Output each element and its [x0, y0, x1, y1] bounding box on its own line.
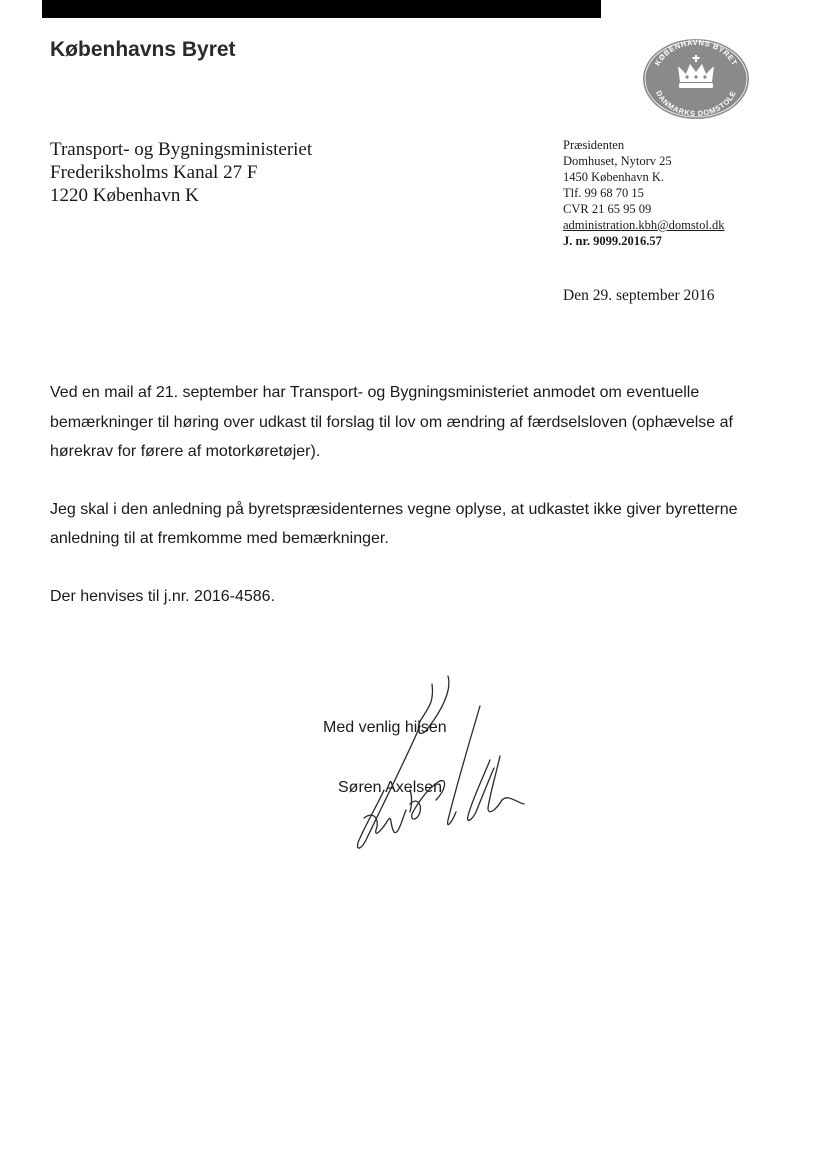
- recipient-address: [50, 138, 312, 207]
- letter-date: Den 29. september 2016: [563, 287, 715, 304]
- sender-block: [563, 137, 725, 249]
- journal-number: J. nr. 9099.2016.57: [563, 234, 662, 248]
- recipient-city: 1220 København K: [50, 185, 199, 206]
- recipient-street: Frederiksholms Kanal 27 F: [50, 162, 258, 183]
- sender-postal: 1450 København K.: [563, 170, 665, 184]
- court-name-heading: Københavns Byret: [50, 38, 236, 61]
- sender-email-link[interactable]: administration.kbh@domstol.dk: [563, 218, 725, 232]
- sender-phone: Tlf. 99 68 70 15: [563, 186, 644, 200]
- signer-name: Søren Axelsen: [338, 779, 443, 796]
- letter-body: [50, 378, 770, 639]
- court-seal-icon: [642, 38, 750, 120]
- body-paragraph-1: Ved en mail af 21. september har Transport- og Bygningsministeriet anmodet om eventuelle bemærkninger til høring over udkast til forslag til lov om ændring af færdselsloven (ophævelse af hørekrav for førere af motorkøretøjer).: [50, 384, 733, 460]
- body-paragraph-3: Der henvises til j.nr. 2016-4586.: [50, 587, 276, 605]
- closing-greeting: Med venlig hilsen: [323, 719, 447, 736]
- seal-text-top: KØBENHAVNS BYRET: [652, 38, 740, 68]
- sender-address: Domhuset, Nytorv 25: [563, 154, 672, 168]
- top-black-bar: [42, 0, 601, 18]
- sender-title: Præsidenten: [563, 138, 625, 152]
- sender-cvr: CVR 21 65 95 09: [563, 202, 652, 216]
- handwritten-signature: [330, 670, 540, 860]
- seal-text-bottom: DANMARKS DOMSTOLE: [654, 89, 738, 119]
- recipient-name: Transport- og Bygningsministeriet: [50, 139, 313, 160]
- body-paragraph-2: Jeg skal i den anledning på byretspræsidenternes vegne oplyse, at udkastet ikke giver byretterne anledning til at fremkomme med bemærkninger.: [50, 500, 738, 547]
